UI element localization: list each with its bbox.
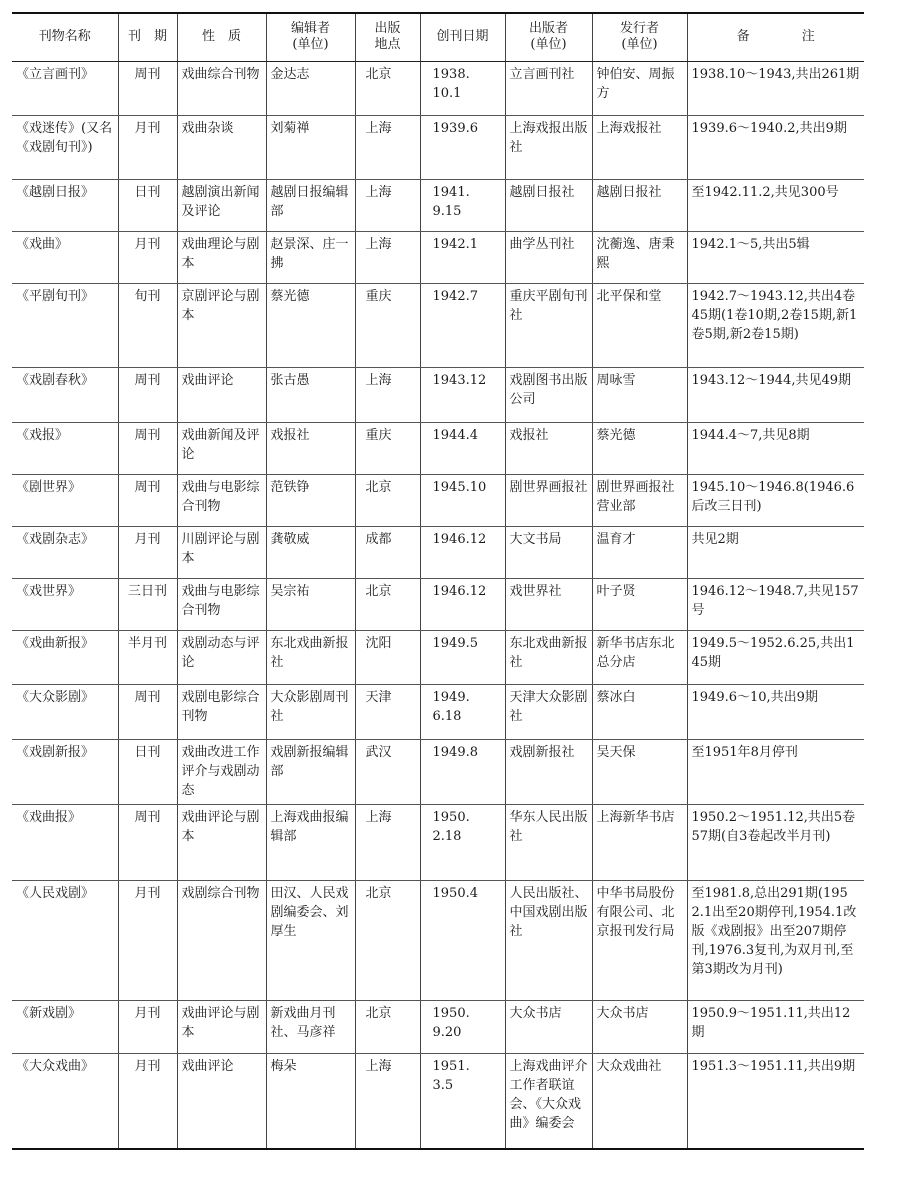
cell-nature: 戏剧电影综合刊物 (177, 684, 266, 739)
cell-distributor: 沈蘅逸、唐秉熙 (592, 231, 687, 283)
table-row (12, 578, 864, 630)
cell-place: 成都 (355, 526, 420, 578)
cell-name: 《剧世界》 (12, 474, 118, 526)
cell-distributor: 温育才 (592, 526, 687, 578)
header-editor: 编辑者 (单位) (266, 13, 355, 61)
cell-name: 《戏曲报》 (12, 804, 118, 880)
cell-date: 1946.12 (420, 578, 505, 630)
cell-nature: 戏曲杂谈 (177, 115, 266, 179)
cell-notes: 1950.9～1951.11,共出12期 (687, 1000, 864, 1053)
cell-notes: 1945.10～1946.8(1946.6后改三日刊) (687, 474, 864, 526)
cell-name: 《大众戏曲》 (16, 1058, 95, 1074)
cell-date: 1949.5 (420, 630, 505, 684)
table-row (12, 684, 864, 739)
cell-place: 沈阳 (355, 630, 420, 684)
cell-distributor: 钟伯安、周振方 (592, 61, 687, 115)
cell-publisher: 立言画刊社 (505, 61, 592, 115)
cell-place: 北京 (355, 1000, 420, 1053)
cell-publisher: 越剧日报社 (505, 179, 592, 231)
cell-distributor: 大众书店 (592, 1000, 687, 1053)
cell-date: 1945.10 (420, 474, 505, 526)
cell-nature: 戏曲评论 (177, 1053, 266, 1149)
cell-notes: 1942.1～5,共出5辑 (687, 231, 864, 283)
cell-distributor: 吴天保 (592, 739, 687, 804)
cell-name: 《戏剧新报》 (12, 739, 118, 804)
cell-place: 上海 (355, 367, 420, 422)
table-row (12, 367, 864, 422)
cell-place: 重庆 (355, 422, 420, 474)
cell-date: 1939.6 (420, 115, 505, 179)
cell-period: 周刊 (118, 474, 177, 526)
cell-name: 《越剧日报》 (12, 179, 118, 231)
cell-nature: 戏曲评论与剧本 (177, 804, 266, 880)
cell-period: 三日刊 (118, 578, 177, 630)
cell-distributor: 中华书局股份有限公司、北京报刊发行局 (592, 880, 687, 1000)
header-name: 刊物名称 (12, 13, 118, 61)
cell-editor: 上海戏曲报编辑部 (266, 804, 355, 880)
cell-publisher: 人民出版社、中国戏剧出版社 (505, 880, 592, 1000)
cell-publisher: 戏剧新报社 (505, 739, 592, 804)
cell-date: 1950. 9.20 (420, 1000, 505, 1053)
cell-nature: 戏曲改进工作评介与戏剧动态 (177, 739, 266, 804)
cell-name: 《戏曲新报》 (12, 630, 118, 684)
table-row (12, 231, 864, 283)
cell-publisher: 戏剧图书出版公司 (505, 367, 592, 422)
cell-period: 月刊 (118, 1000, 177, 1053)
cell-notes: 共见2期 (687, 526, 864, 578)
cell-editor: 新戏曲月刊社、马彦祥 (266, 1000, 355, 1053)
cell-period: 周刊 (118, 422, 177, 474)
cell-nature: 戏曲评论与剧本 (177, 1000, 266, 1053)
cell-editor: 龚敬威 (266, 526, 355, 578)
cell-distributor: 越剧日报社 (592, 179, 687, 231)
cell-period: 月刊 (118, 526, 177, 578)
table-row (12, 474, 864, 526)
cell-period: 月刊 (118, 115, 177, 179)
cell-publisher: 剧世界画报社 (505, 474, 592, 526)
cell-name: 《新戏剧》 (12, 1000, 118, 1053)
cell-publisher: 华东人民出版社 (505, 804, 592, 880)
cell-name: 《人民戏剧》 (12, 880, 118, 1000)
cell-date: 1951. 3.5 (420, 1053, 505, 1149)
cell-period: 周刊 (118, 61, 177, 115)
table-body (12, 61, 864, 1149)
cell-nature: 戏剧动态与评论 (177, 630, 266, 684)
cell-distributor: 周咏雪 (592, 367, 687, 422)
table-row (12, 739, 864, 804)
cell-distributor: 叶子贤 (592, 578, 687, 630)
cell-name: 《戏剧春秋》 (12, 367, 118, 422)
periodicals-table (12, 12, 864, 1150)
cell-notes: 至1942.11.2,共见300号 (687, 179, 864, 231)
cell-place: 上海 (355, 115, 420, 179)
cell-nature: 戏曲评论 (177, 367, 266, 422)
cell-date: 1946.12 (420, 526, 505, 578)
header-place: 出版 地点 (355, 13, 420, 61)
cell-publisher: 大文书局 (505, 526, 592, 578)
cell-editor: 梅朵 (266, 1053, 355, 1149)
cell-distributor: 蔡冰白 (592, 684, 687, 739)
cell-period: 月刊 (118, 1053, 177, 1149)
table-row (12, 1053, 864, 1149)
cell-period: 日刊 (118, 179, 177, 231)
cell-nature: 戏剧综合刊物 (177, 880, 266, 1000)
header-notes: 备 注 (687, 13, 864, 61)
table-row (12, 283, 864, 367)
cell-editor: 金达志 (266, 61, 355, 115)
cell-period: 周刊 (118, 367, 177, 422)
cell-notes: 1938.10～1943,共出261期 (687, 61, 864, 115)
cell-period: 月刊 (118, 231, 177, 283)
cell-notes: 1942.7～1943.12,共出4卷45期(1卷10期,2卷15期,新1卷5期,新2卷15期) (687, 283, 864, 367)
cell-publisher: 重庆平剧旬刊社 (505, 283, 592, 367)
cell-place: 上海 (355, 231, 420, 283)
cell-name: 《平剧旬刊》 (12, 283, 118, 367)
cell-place: 重庆 (355, 283, 420, 367)
table-row (12, 630, 864, 684)
cell-editor: 吴宗祐 (266, 578, 355, 630)
cell-editor: 东北戏曲新报社 (266, 630, 355, 684)
cell-date: 1944.4 (420, 422, 505, 474)
cell-nature: 戏曲与电影综合刊物 (177, 578, 266, 630)
cell-notes: 1950.2～1951.12,共出5卷57期(自3卷起改半月刊) (687, 804, 864, 880)
cell-date: 1942.7 (420, 283, 505, 367)
cell-distributor: 大众戏曲社 (592, 1053, 687, 1149)
cell-editor: 蔡光德 (266, 283, 355, 367)
cell-nature: 戏曲与电影综合刊物 (177, 474, 266, 526)
cell-notes: 1949.5～1952.6.25,共出145期 (687, 630, 864, 684)
cell-notes: 1951.3～1951.11,共出9期 (687, 1053, 864, 1149)
cell-notes: 1939.6～1940.2,共出9期 (687, 115, 864, 179)
cell-period: 半月刊 (118, 630, 177, 684)
cell-distributor: 上海新华书店 (592, 804, 687, 880)
cell-place: 北京 (355, 474, 420, 526)
cell-date: 1950. 2.18 (420, 804, 505, 880)
cell-notes: 至1951年8月停刊 (687, 739, 864, 804)
cell-editor: 范铁铮 (266, 474, 355, 526)
cell-editor: 田汉、人民戏剧编委会、刘厚生 (266, 880, 355, 1000)
cell-nature: 京剧评论与剧本 (177, 283, 266, 367)
cell-nature: 越剧演出新闻及评论 (177, 179, 266, 231)
cell-date: 1943.12 (420, 367, 505, 422)
cell-name: 《戏剧杂志》 (12, 526, 118, 578)
cell-publisher: 东北戏曲新报社 (505, 630, 592, 684)
cell-publisher: 上海戏报出版社 (505, 115, 592, 179)
cell-editor: 越剧日报编辑部 (266, 179, 355, 231)
cell-nature: 川剧评论与剧本 (177, 526, 266, 578)
cell-place: 北京 (355, 578, 420, 630)
cell-date: 1949. 6.18 (420, 684, 505, 739)
cell-publisher: 天津大众影剧社 (505, 684, 592, 739)
cell-editor: 张古愚 (266, 367, 355, 422)
cell-notes: 1949.6～10,共出9期 (687, 684, 864, 739)
table-row (12, 526, 864, 578)
cell-name: 《戏曲》 (12, 231, 118, 283)
cell-date: 1938. 10.1 (420, 61, 505, 115)
header-row (12, 13, 864, 61)
cell-editor: 大众影剧周刊社 (266, 684, 355, 739)
header-distributor: 发行者 (单位) (592, 13, 687, 61)
cell-publisher: 上海戏曲评介工作者联谊会、《大众戏曲》编委会 (505, 1053, 592, 1149)
cell-place: 北京 (355, 880, 420, 1000)
cell-date: 1950.4 (420, 880, 505, 1000)
cell-period: 旬刊 (118, 283, 177, 367)
cell-notes: 1943.12～1944,共见49期 (687, 367, 864, 422)
cell-nature: 戏曲理论与剧本 (177, 231, 266, 283)
table-row (12, 1000, 864, 1053)
cell-notes: 1946.12～1948.7,共见157号 (687, 578, 864, 630)
table-row (12, 422, 864, 474)
cell-nature: 戏曲新闻及评论 (177, 422, 266, 474)
cell-publisher: 戏世界社 (505, 578, 592, 630)
cell-place: 武汉 (355, 739, 420, 804)
cell-editor: 刘菊禅 (266, 115, 355, 179)
cell-period: 周刊 (118, 804, 177, 880)
cell-name: 《立言画刊》 (12, 61, 118, 115)
header-nature: 性 质 (177, 13, 266, 61)
cell-publisher: 曲学丛刊社 (505, 231, 592, 283)
table-row (12, 115, 864, 179)
cell-place: 上海 (355, 179, 420, 231)
cell-editor: 戏报社 (266, 422, 355, 474)
cell-place: 北京 (355, 61, 420, 115)
cell-distributor: 新华书店东北总分店 (592, 630, 687, 684)
cell-distributor: 上海戏报社 (592, 115, 687, 179)
cell-name: 《戏报》 (12, 422, 118, 474)
cell-nature: 戏曲综合刊物 (177, 61, 266, 115)
cell-name: 《大众影剧》 (12, 684, 118, 739)
cell-publisher: 大众书店 (505, 1000, 592, 1053)
cell-period: 月刊 (118, 880, 177, 1000)
cell-date: 1941. 9.15 (420, 179, 505, 231)
cell-place: 上海 (355, 804, 420, 880)
table-row (12, 880, 864, 1000)
cell-name: 《戏世界》 (12, 578, 118, 630)
cell-notes: 1944.4～7,共见8期 (687, 422, 864, 474)
header-date: 创刊日期 (420, 13, 505, 61)
header-publisher: 出版者 (单位) (505, 13, 592, 61)
table-row (12, 179, 864, 231)
table-row (12, 61, 864, 115)
cell-period: 日刊 (118, 739, 177, 804)
cell-editor: 赵景深、庄一拂 (266, 231, 355, 283)
cell-date: 1949.8 (420, 739, 505, 804)
header-period: 刊 期 (118, 13, 177, 61)
cell-place: 上海 (355, 1053, 420, 1149)
cell-date: 1942.1 (420, 231, 505, 283)
cell-distributor: 剧世界画报社营业部 (592, 474, 687, 526)
cell-period: 周刊 (118, 684, 177, 739)
cell-name: 《戏迷传》(又名《戏剧旬刊》) (12, 115, 118, 179)
cell-distributor: 蔡光德 (592, 422, 687, 474)
table-row (12, 804, 864, 880)
cell-notes: 至1981.8,总出291期(1952.1出至20期停刊,1954.1改版《戏剧报》出至207期停刊,1976.3复刊,为双月刊,至第3期改为月刊) (687, 880, 864, 1000)
cell-editor: 戏剧新报编辑部 (266, 739, 355, 804)
cell-publisher: 戏报社 (505, 422, 592, 474)
cell-place: 天津 (355, 684, 420, 739)
cell-distributor: 北平保和堂 (592, 283, 687, 367)
